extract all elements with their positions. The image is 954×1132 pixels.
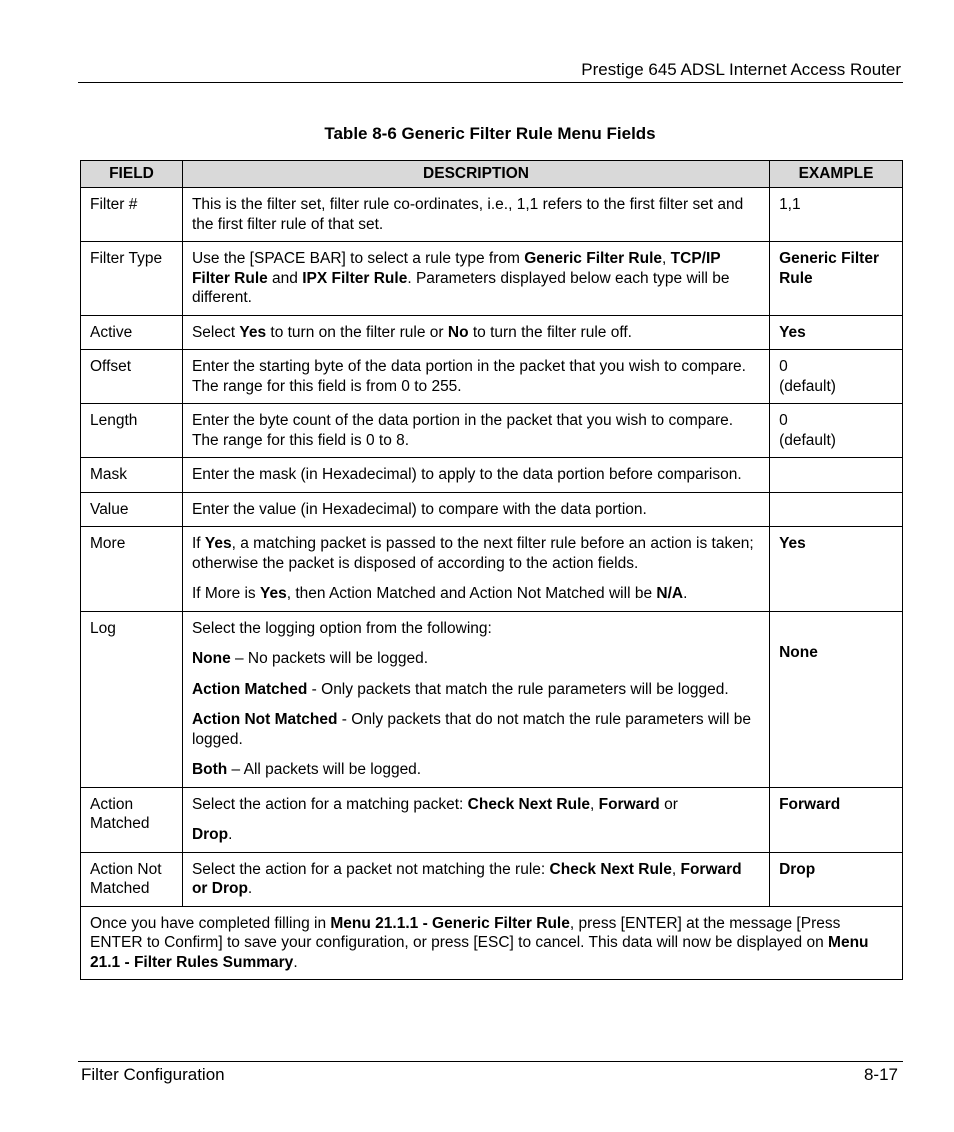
field-name-cell: Value [81,492,183,527]
description-paragraph [192,710,760,749]
bold-text: Yes [204,535,232,552]
text-run: Enter the starting byte of the data portion in the packet that you wish to compare. The range for this field is from 0 to 255. [191,358,746,395]
example-cell [770,492,903,527]
bold-text: TCP/IP Filter Rule [191,250,721,287]
table-caption: Table 8-6 Generic Filter Rule Menu Fields [324,124,656,143]
table-row [81,527,903,612]
footer-divider [78,1061,903,1062]
bold-text: Yes [239,323,267,341]
field-name-cell: Action Not Matched [81,852,183,906]
table-note-row [81,906,903,980]
bold-text: Drop [191,826,229,843]
text-run: , [590,795,599,813]
text-run: If More is [191,585,260,602]
description-cell [182,188,769,242]
text-run: , [662,250,671,267]
generic-filter-rule-fields-table [80,160,903,980]
column-header-description: DESCRIPTION [182,161,769,188]
description-paragraph [192,534,760,573]
text-run: . [228,826,233,843]
text-run: , press [ENTER] at the message [Press ENTER to Confirm] to save your configuration, or press [ESC] to cancel. This data will now be displayed on [90,914,841,951]
description-paragraph [192,323,760,343]
table-body [81,188,903,980]
bold-text: Check Next Rule [549,860,672,878]
example-cell [770,611,903,787]
description-paragraph [192,680,760,700]
description-paragraph [192,760,760,780]
text-run: – All packets will be logged. [227,761,422,778]
table-row [81,315,903,350]
description-paragraph [192,500,760,520]
field-name-cell: More [81,527,183,612]
table-row [81,787,903,852]
example-cell [770,242,903,316]
table-row [81,188,903,242]
description-cell [182,852,769,906]
description-cell [182,242,769,316]
bold-text: Generic Filter Rule [524,250,663,267]
description-paragraph [192,249,760,308]
example-cell [770,350,903,404]
table-row [81,242,903,316]
table-header-row [81,161,903,188]
column-header-field: FIELD [81,161,183,188]
description-cell [182,315,769,350]
description-cell [182,458,769,493]
description-cell [182,492,769,527]
bold-text: Forward [598,795,660,813]
text-run: . Parameters displayed below each type will be different. [191,269,730,306]
table-row [81,350,903,404]
description-cell [182,527,769,612]
bold-text: Yes [260,585,287,602]
description-paragraph [192,795,760,815]
footer-section-title: Filter Configuration [81,1065,225,1084]
text-run: . [247,880,253,897]
bold-text: N/A [656,585,684,602]
text-run: Enter the value (in Hexadecimal) to compare with the data portion. [191,500,647,518]
description-paragraph [192,584,760,604]
text-run: Enter the byte count of the data portion in the packet that you wish to compare. The range for this field is 0 to 8. [191,412,734,449]
description-paragraph [192,357,760,396]
example-value: Generic Filter Rule [779,250,879,287]
field-name-cell: Filter # [81,188,183,242]
description-paragraph [192,619,760,639]
description-paragraph [192,411,760,450]
header-divider [78,82,903,83]
bold-text: Forward or Drop [191,860,742,897]
description-cell [182,611,769,787]
example-cell [770,458,903,493]
table-row [81,458,903,493]
bold-text: Menu 21.1 - Filter Rules Summary [90,934,869,971]
bold-text: Check Next Rule [467,795,590,813]
text-run: Once you have completed filling in [90,914,331,932]
text-run: Use the [SPACE BAR] to select a rule type from [191,250,525,267]
example-cell [770,527,903,612]
text-run: - Only packets that do not match the rule parameters will be logged. [191,711,752,748]
text-run: . [683,585,688,602]
text-run: to turn the filter rule off. [468,323,632,341]
field-name-cell: Active [81,315,183,350]
example-value: 1,1 [779,196,801,213]
text-run: and [267,269,303,287]
footer-page-number: 8-17 [863,1065,898,1084]
bold-text: Action Matched [191,680,308,698]
field-name-cell: Log [81,611,183,787]
text-run: This is the filter set, filter rule co-ordinates, i.e., 1,1 refers to the first filter set and the first filter rule of that set. [191,196,744,233]
description-paragraph [192,195,760,234]
table-row [81,404,903,458]
text-run: Select the logging option from the following: [191,619,492,637]
text-run: – No packets will be logged. [230,650,429,667]
bold-text: Menu 21.1.1 - Generic Filter Rule [330,914,570,932]
example-value: 0 (default) [779,358,836,395]
table-note [81,906,903,980]
description-paragraph [192,860,760,899]
text-run: , then Action Matched and Action Not Matched will be [286,585,657,602]
field-name-cell: Offset [81,350,183,404]
bold-text: No [447,323,469,341]
description-paragraph [192,649,760,669]
example-value: Yes [779,323,806,341]
description-cell [182,404,769,458]
example-value: Drop [779,860,816,878]
table-row [81,611,903,787]
table-row [81,492,903,527]
example-value: None [779,643,818,661]
example-cell [770,315,903,350]
field-name-cell: Length [81,404,183,458]
example-cell [770,787,903,852]
example-value: Yes [779,535,806,552]
table-row [81,852,903,906]
bold-text: None [191,650,231,667]
example-cell [770,404,903,458]
example-value: 0 (default) [779,412,836,449]
description-paragraph [192,825,760,845]
field-name-cell: Mask [81,458,183,493]
text-run: , a matching packet is passed to the next filter rule before an action is taken; otherwise the packet is disposed of according to the action fields. [191,535,754,572]
text-run: Select the action for a packet not matching the rule: [191,860,550,878]
field-name-cell: Filter Type [81,242,183,316]
running-header-title: Prestige 645 ADSL Internet Access Router [581,60,901,79]
text-run: Select the action for a matching packet: [191,795,468,813]
text-run: Select [191,323,240,341]
text-run: , [671,860,681,878]
example-cell [770,188,903,242]
text-run: Enter the mask (in Hexadecimal) to apply to the data portion before comparison. [191,466,742,483]
bold-text: IPX Filter Rule [302,269,408,287]
example-cell [770,852,903,906]
text-run: to turn on the filter rule or [266,323,448,341]
example-value: Forward [779,795,841,813]
text-run: or [659,795,678,813]
description-cell [182,350,769,404]
description-cell [182,787,769,852]
text-run: If [191,535,205,552]
description-paragraph [192,465,760,485]
field-name-cell: Action Matched [81,787,183,852]
bold-text: Action Not Matched [191,711,338,728]
text-run: - Only packets that match the rule parameters will be logged. [307,680,729,698]
column-header-example: EXAMPLE [770,161,903,188]
bold-text: Both [191,761,228,778]
text-run: . [293,953,298,971]
